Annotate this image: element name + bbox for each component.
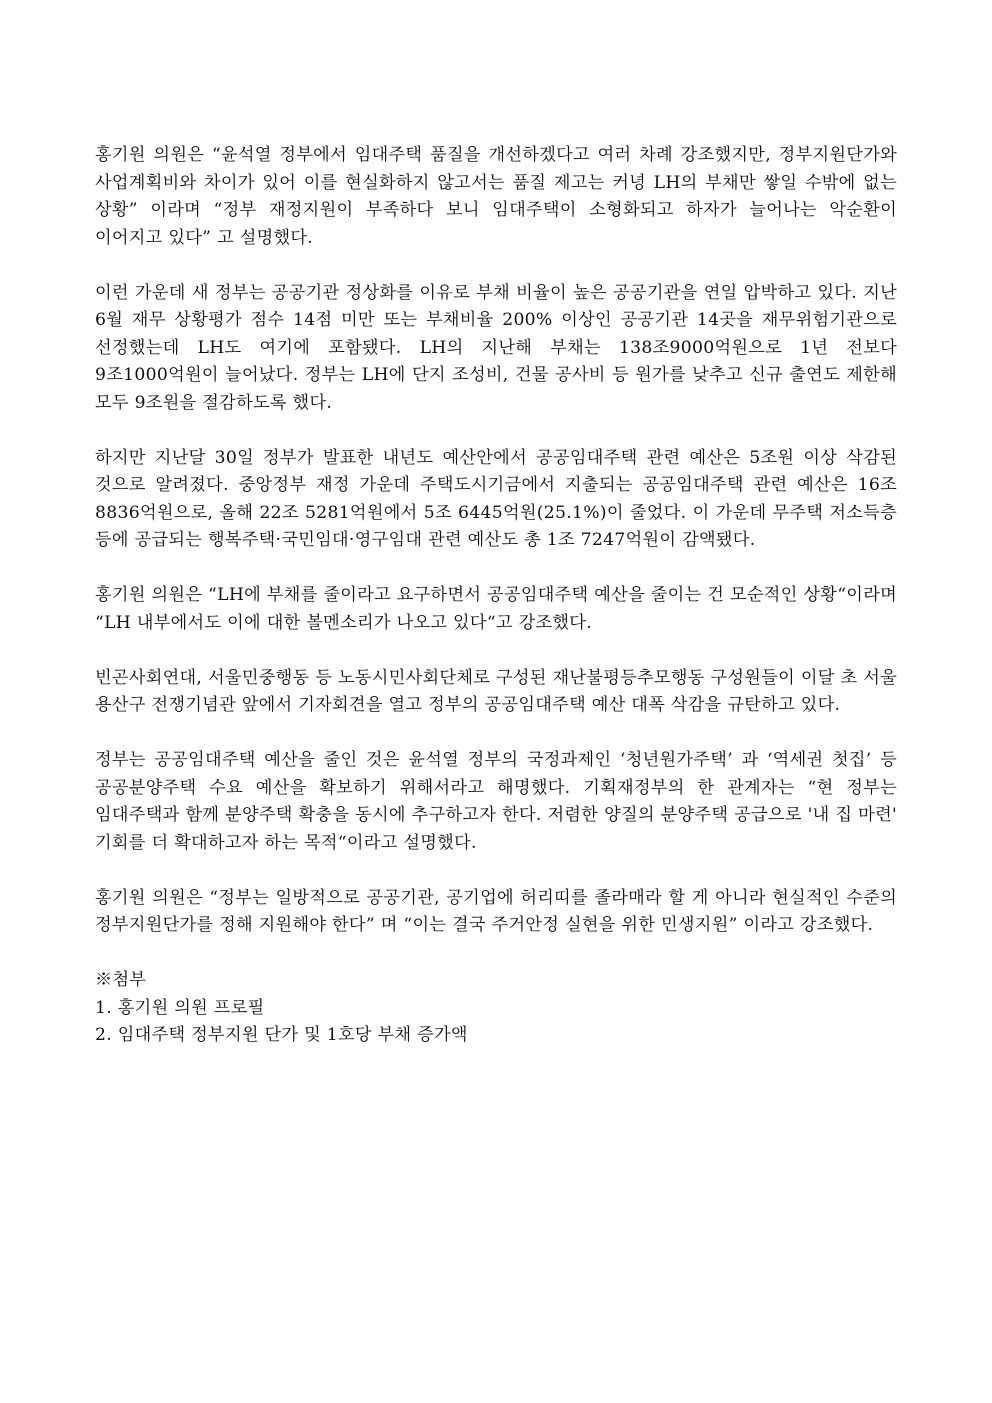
paragraph-public-institution-pressure: 이런 가운데 새 정부는 공공기관 정상화를 이유로 부채 비율이 높은 공공기관을 연일 압박하고 있다. 지난 6월 재무 상황평가 점수 14점 미만 또는 부채비율 200% 이상인 공공기관 14곳을 재무위험기관으로 선정했는데 LH도 여기에 포함됐다. LH의 지난해 부채는 138조9000억원으로 1년 전보다 9조1000억원이 늘어났다. 정부는 LH에 단지 조성비, 건물 공사비 등 원가를 낮추고 신규 출연도 제한해 모두 9조원을 절감하도록 했다. [95,282,897,413]
attachments-section [95,967,897,1050]
paragraph-government-explanation: 정부는 공공임대주택 예산을 줄인 것은 윤석열 정부의 국정과제인 ‘청년원가주택’ 과 ‘역세권 첫집’ 등 공공분양주택 수요 예산을 확보하기 위해서라고 해명했다. 기획재정부의 한 관계자는 “현 정부는 임대주택과 함께 분양주택 확충을 동시에 추구하고자 한다. 저렴한 양질의 분양주택 공급으로 '내 집 마련' 기회를 더 확대하고자 하는 목적“이라고 설명했다. [95,750,897,853]
paragraph-budget-cut: 하지만 지난달 30일 정부가 발표한 내년도 예산안에서 공공임대주택 관련 예산은 5조원 이상 삭감된 것으로 알려졌다. 중앙정부 재정 가운데 주택도시기금에서 지출되는 공공임대주택 관련 예산은 16조 8836억원으로, 올해 22조 5281억원에서 5조 6445억원(25.1%)이 줄었다. 이 가운데 무주택 저소득층 등에 공급되는 행복주택·국민임대·영구임대 관련 예산도 총 1조 7247억원이 감액됐다. [95,447,897,550]
paragraph-lh-quality-remarks: 홍기원 의원은 “윤석열 정부에서 임대주택 품질을 개선하겠다고 여러 차례 강조했지만, 정부지원단가와 사업계획비와 차이가 있어 이를 현실화하지 않고서는 품질 제고는 커녕 LH의 부채만 쌓일 수밖에 없는 상황” 이라며 “정부 재정지원이 부족하다 보니 임대주택이 소형화되고 하자가 늘어나는 악순환이 이어지고 있다” 고 설명했다. [95,145,897,248]
paragraph-closing-remarks: 홍기원 의원은 “정부는 일방적으로 공공기관, 공기업에 허리띠를 졸라매라 할 게 아니라 현실적인 수준의 정부지원단가를 정해 지원해야 한다” 며 “이는 결국 주거안정 실현을 위한 민생지원” 이라고 강조했다. [95,887,897,935]
attachment-item: 1. 홍기원 의원 프로필 [95,997,265,1018]
attachment-item: 2. 임대주택 정부지원 단가 및 1호당 부채 증가액 [95,1025,468,1045]
paragraph-contradiction-quote: 홍기원 의원은 “LH에 부채를 줄이라고 요구하면서 공공임대주택 예산을 줄이는 건 모순적인 상황“이라며 “LH 내부에서도 이에 대한 볼멘소리가 나오고 있다“고 강조했다. [95,585,897,633]
attachments-heading: ※첨부 [95,970,147,990]
paragraph-civil-society-protest: 빈곤사회연대, 서울민중행동 등 노동시민사회단체로 구성된 재난불평등추모행동 구성원들이 이달 초 서울 용산구 전쟁기념관 앞에서 기자회견을 열고 정부의 공공임대주택 예산 대폭 삭감을 규탄하고 있다. [95,667,897,715]
document-body [95,142,897,1050]
